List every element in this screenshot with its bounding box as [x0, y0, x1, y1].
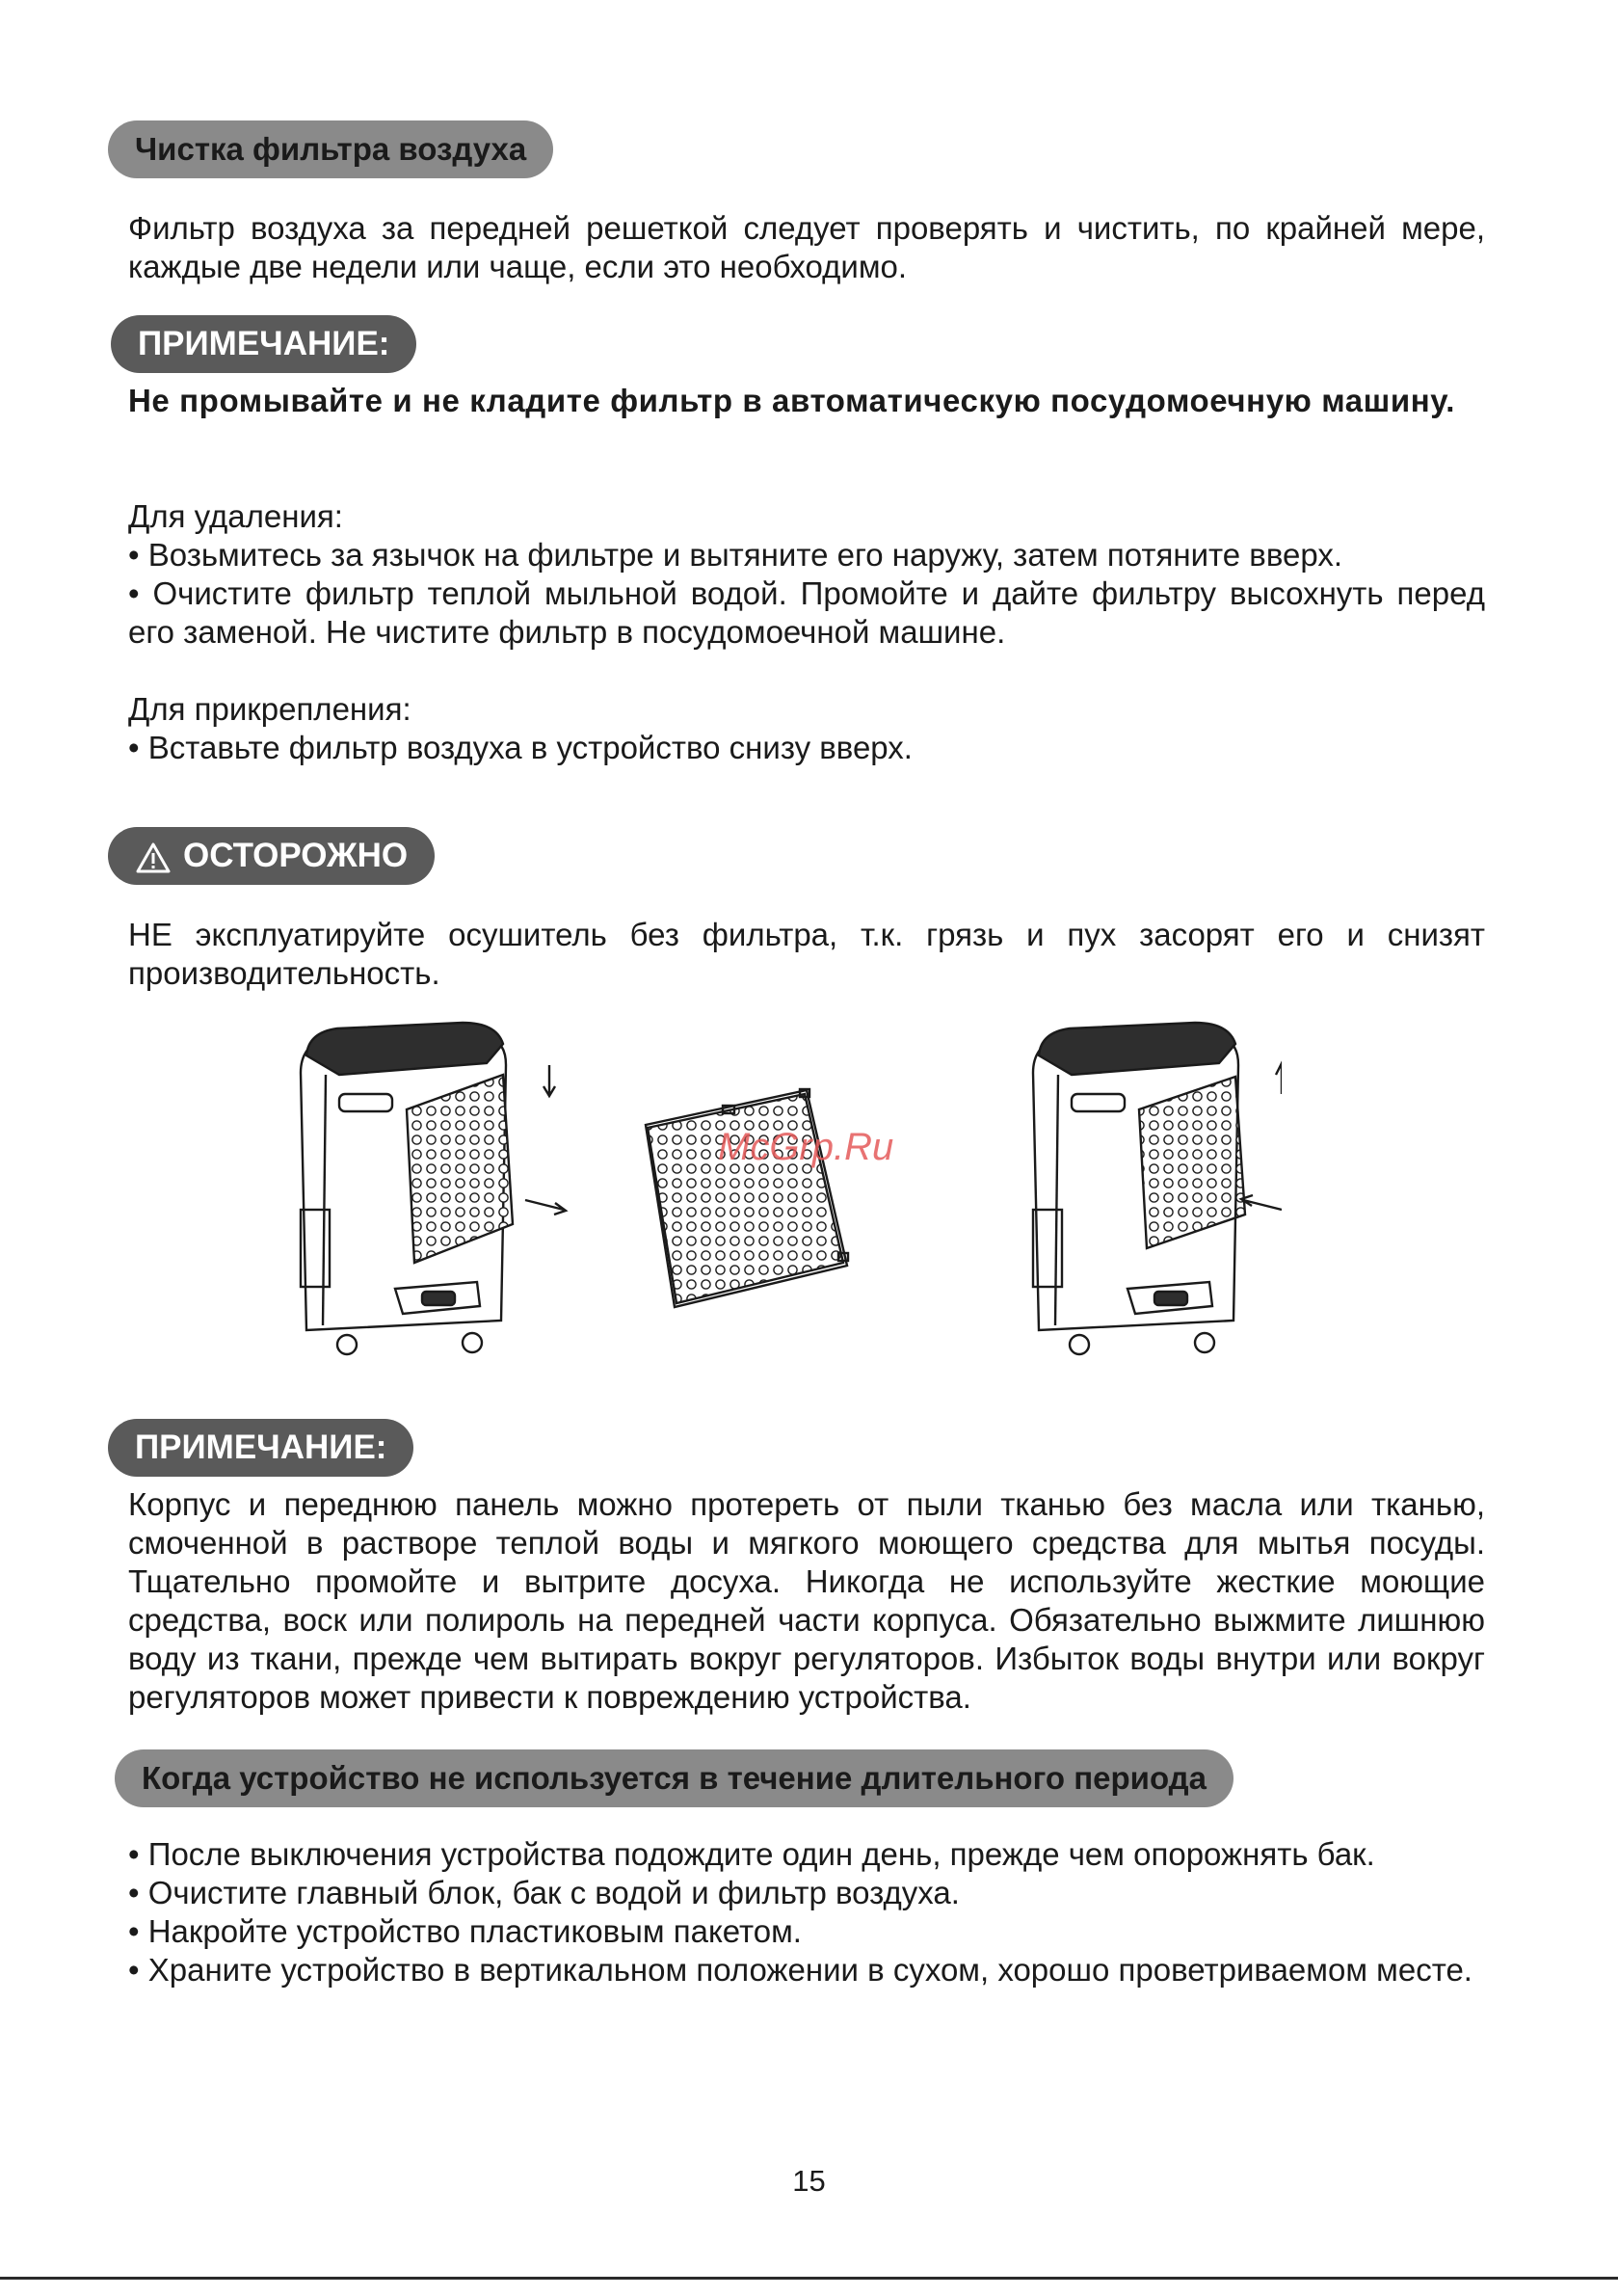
note-badge	[108, 1419, 413, 1477]
dehumidifier-right	[1033, 1023, 1282, 1354]
attach-instructions	[128, 690, 1485, 767]
warning-triangle-icon	[135, 841, 172, 874]
air-filter-panel	[646, 1089, 848, 1307]
removal-step: • Очистите фильтр теплой мыльной водой. Промойте и дайте фильтру высохнуть перед его заменой. Не чистите фильтр в посудомоечной машине.	[128, 575, 1485, 650]
list-item: • После выключения устройства подождите один день, прежде чем опорожнять бак.	[128, 1836, 1375, 1872]
intro-text: Фильтр воздуха за передней решеткой следует проверять и чистить, по крайней мере, каждые две недели или чаще, если это необходимо.	[128, 210, 1485, 284]
note-label: ПРИМЕЧАНИЕ:	[135, 1428, 387, 1466]
caution-paragraph	[128, 916, 1485, 993]
storage-list	[128, 1835, 1485, 1989]
caution-label: ОСТОРОЖНО	[183, 837, 409, 874]
section-title-storage	[115, 1749, 1233, 1807]
page-number: 15	[792, 2164, 826, 2198]
note-2-paragraph	[128, 1485, 1485, 1717]
note-1-text-block	[128, 382, 1485, 420]
watermark-text: McGrp.Ru	[718, 1126, 894, 1168]
caution-badge	[108, 827, 435, 885]
section-title-text: Когда устройство не используется в течение длительного периода	[142, 1760, 1207, 1796]
section-title-text: Чистка фильтра воздуха	[135, 131, 527, 167]
caution-text: НЕ эксплуатируйте осушитель без фильтра, т.к. грязь и пух засорят его и снизят производительность.	[128, 917, 1485, 991]
bottom-divider	[0, 2277, 1618, 2280]
filter-illustration	[279, 1017, 1282, 1383]
intro-paragraph	[128, 209, 1485, 286]
note-badge	[111, 315, 416, 373]
list-item: • Храните устройство в вертикальном положении в сухом, хорошо проветриваемом месте.	[128, 1952, 1472, 1988]
section-title-filter-cleaning	[108, 120, 553, 178]
dehumidifier-left	[301, 1023, 566, 1354]
note-2-text: Корпус и переднюю панель можно протереть от пыли тканью без масла или тканью, смоченной в растворе теплой воды и мягкого моющего средства для мытья посуды. Тщательно промойте и вытрите досуха. Никогда не используйте жесткие моющие средства, воск или полироль на передней части корпуса. Обязательно выжмите лишнюю воду из ткани, прежде чем вытирать вокруг регуляторов. Избыток воды внутри или вокруг регуляторов может привести к повреждению устройства.	[128, 1486, 1485, 1715]
list-item: • Очистите главный блок, бак с водой и фильтр воздуха.	[128, 1875, 960, 1910]
list-item: • Накройте устройство пластиковым пакетом.	[128, 1913, 802, 1949]
attach-step: • Вставьте фильтр воздуха в устройство снизу вверх.	[128, 730, 913, 765]
removal-instructions	[128, 497, 1485, 652]
removal-step: • Возьмитесь за язычок на фильтре и вытяните его наружу, затем потяните вверх.	[128, 537, 1342, 573]
removal-heading: Для удаления:	[128, 498, 343, 534]
attach-heading: Для прикрепления:	[128, 691, 411, 727]
note-1-text: Не промывайте и не кладите фильтр в автоматическую посудомоечную машину.	[128, 383, 1456, 418]
note-label: ПРИМЕЧАНИЕ:	[138, 325, 390, 362]
